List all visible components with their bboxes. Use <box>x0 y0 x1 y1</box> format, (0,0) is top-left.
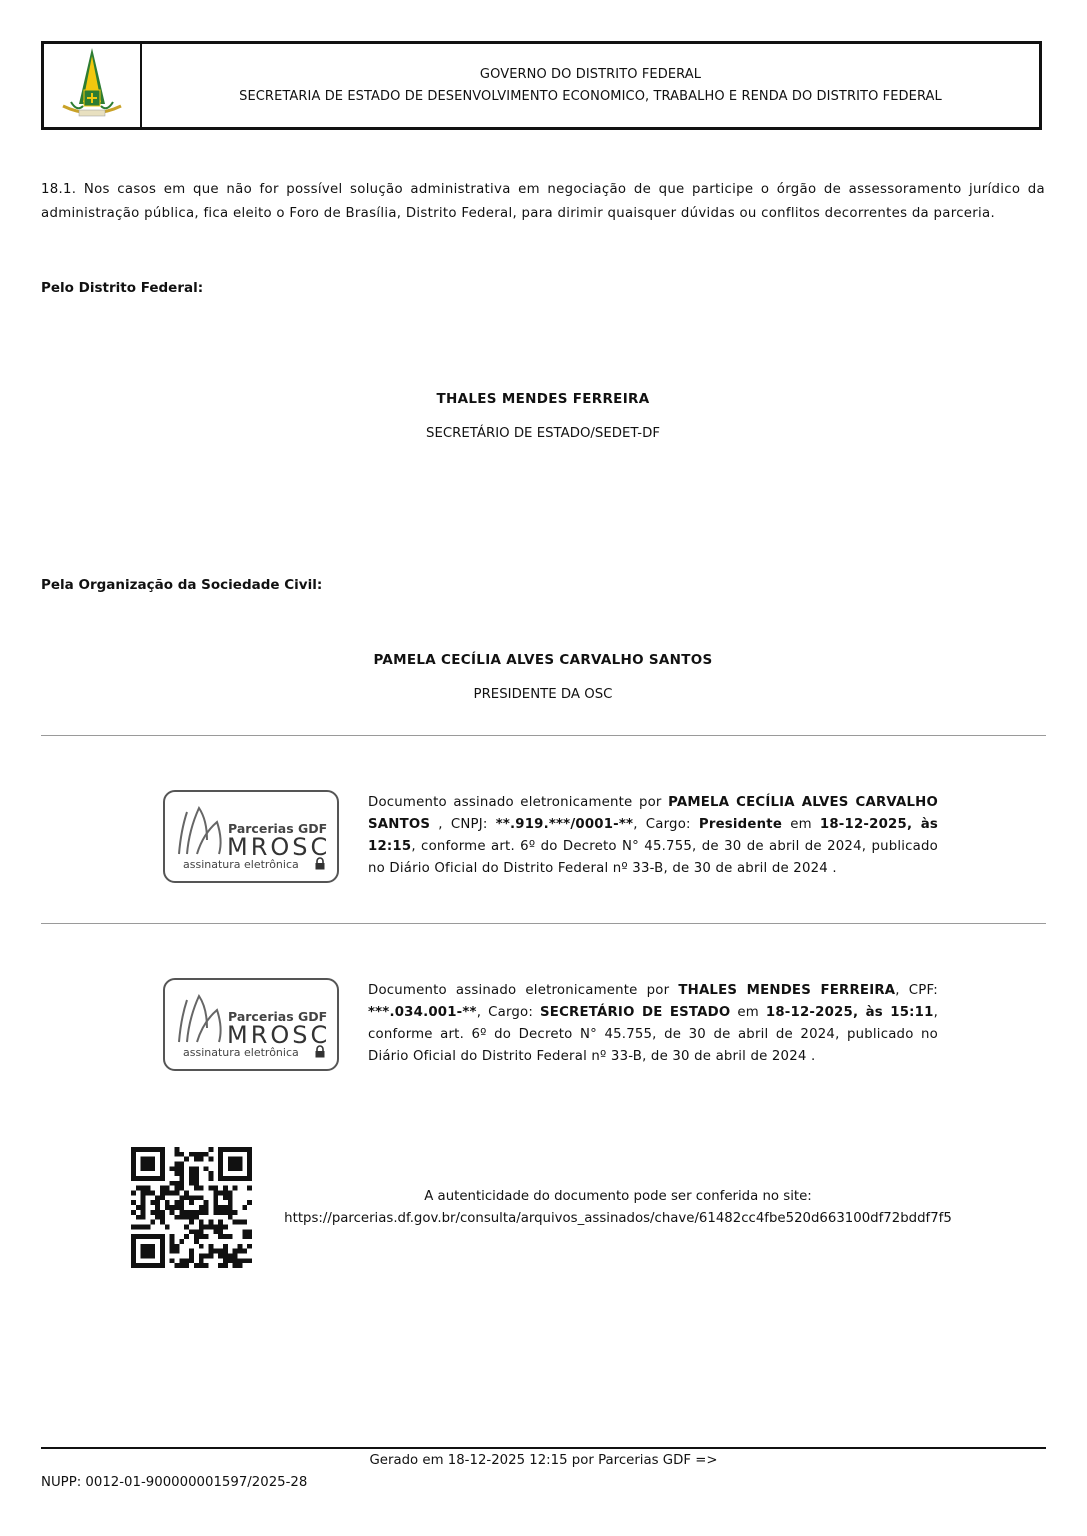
sig1-text: , Cargo: <box>633 817 699 832</box>
divider <box>41 923 1046 924</box>
sig2-text: Documento assinado eletronicamente por <box>368 983 679 998</box>
party1-signer <box>41 391 1045 441</box>
header-line-2: SECRETARIA DE ESTADO DE DESENVOLVIMENTO ECONOMICO, TRABALHO E RENDA DO DISTRITO FEDERAL <box>239 88 942 104</box>
sig2-text: , conforme art. 6º do Decreto N° 45.755, de 30 de abril de 2024, publicado no Diário Oficial do Distrito Federal nº 33-B, de 30 de abril de 2024 . <box>368 1005 939 1064</box>
sig2-datetime: 18-12-2025, às 15:11 <box>765 1005 934 1020</box>
party2-signer <box>41 652 1045 702</box>
lock-icon <box>314 857 326 870</box>
lock-icon <box>314 1045 326 1058</box>
sig1-cnpj: **.919.***/0001-** <box>495 817 634 832</box>
book-icon <box>173 988 233 1048</box>
gdf-coat-of-arms-icon <box>57 46 127 126</box>
sig1-text: em <box>782 817 820 832</box>
authenticity-note <box>262 1186 974 1230</box>
authenticity-label: A autenticidade do documento pode ser conferida no site: <box>424 1189 812 1204</box>
document-header <box>41 41 1042 130</box>
sig2-cpf: ***.034.001-** <box>368 1005 477 1020</box>
mrosc-stamp <box>163 978 339 1071</box>
clause-paragraph: 18.1. Nos casos em que não for possível solução administrativa em negociação de que participe o órgão de assessoramento jurídico da administração pública, fica eleito o Foro de Brasília, Distrito Federal, para dirimir quaisquer dúvidas ou conflitos decorrentes da parceria. <box>41 182 1045 221</box>
divider <box>41 735 1046 736</box>
party1-role: SECRETÁRIO DE ESTADO/SEDET-DF <box>426 426 660 441</box>
party1-name: THALES MENDES FERREIRA <box>436 391 650 407</box>
stamp-line-3: assinatura eletrônica <box>183 1046 299 1059</box>
sig1-cargo: Presidente <box>698 817 783 832</box>
generated-by: Gerado em 18-12-2025 12:15 por Parcerias GDF => <box>369 1453 718 1468</box>
sig2-text: em <box>730 1005 766 1020</box>
stamp-line-2: MROSC <box>227 833 331 861</box>
sig1-datetime: 18-12-2025, às 12:15 <box>368 817 939 854</box>
authenticity-url[interactable]: https://parcerias.df.gov.br/consulta/arquivos_assinados/chave/61482cc4fbe520d663100df72bddf7f5 <box>284 1211 952 1226</box>
header-line-1: GOVERNO DO DISTRITO FEDERAL <box>479 66 702 82</box>
header-titles <box>142 44 1039 127</box>
party1-label: Pelo Distrito Federal: <box>41 280 204 296</box>
sig1-text: Documento assinado eletronicamente por <box>368 795 669 810</box>
stamp-line-1: Parcerias GDF <box>228 1009 328 1024</box>
qr-code[interactable] <box>131 1147 252 1268</box>
stamp-line-3: assinatura eletrônica <box>183 858 299 871</box>
stamp-line-2: MROSC <box>227 1021 331 1049</box>
sig1-name: PAMELA CECÍLIA ALVES CARVALHO SANTOS <box>368 795 938 832</box>
logo-cell <box>44 44 142 127</box>
sig1-text: , CNPJ: <box>430 817 496 832</box>
party2-role: PRESIDENTE DA OSC <box>473 687 613 702</box>
sig2-text: , Cargo: <box>476 1005 541 1020</box>
stamp-line-1: Parcerias GDF <box>228 821 328 836</box>
party2-name: PAMELA CECÍLIA ALVES CARVALHO SANTOS <box>373 652 713 668</box>
signature-text-1 <box>368 792 938 880</box>
sig2-cargo: SECRETÁRIO DE ESTADO <box>540 1005 731 1020</box>
footer-divider <box>41 1447 1046 1449</box>
signature-text-2 <box>368 980 938 1068</box>
sig2-name: THALES MENDES FERREIRA <box>678 983 896 998</box>
party2-label: Pela Organização da Sociedade Civil: <box>41 577 323 593</box>
nupp-number: NUPP: 0012-01-900000001597/2025-28 <box>41 1475 308 1490</box>
sig2-text: , CPF: <box>895 983 938 998</box>
mrosc-stamp <box>163 790 339 883</box>
sig1-text: , conforme art. 6º do Decreto N° 45.755, de 30 de abril de 2024, publicado no Diário Oficial do Distrito Federal nº 33-B, de 30 de abril de 2024 . <box>368 839 938 876</box>
book-icon <box>173 800 233 860</box>
